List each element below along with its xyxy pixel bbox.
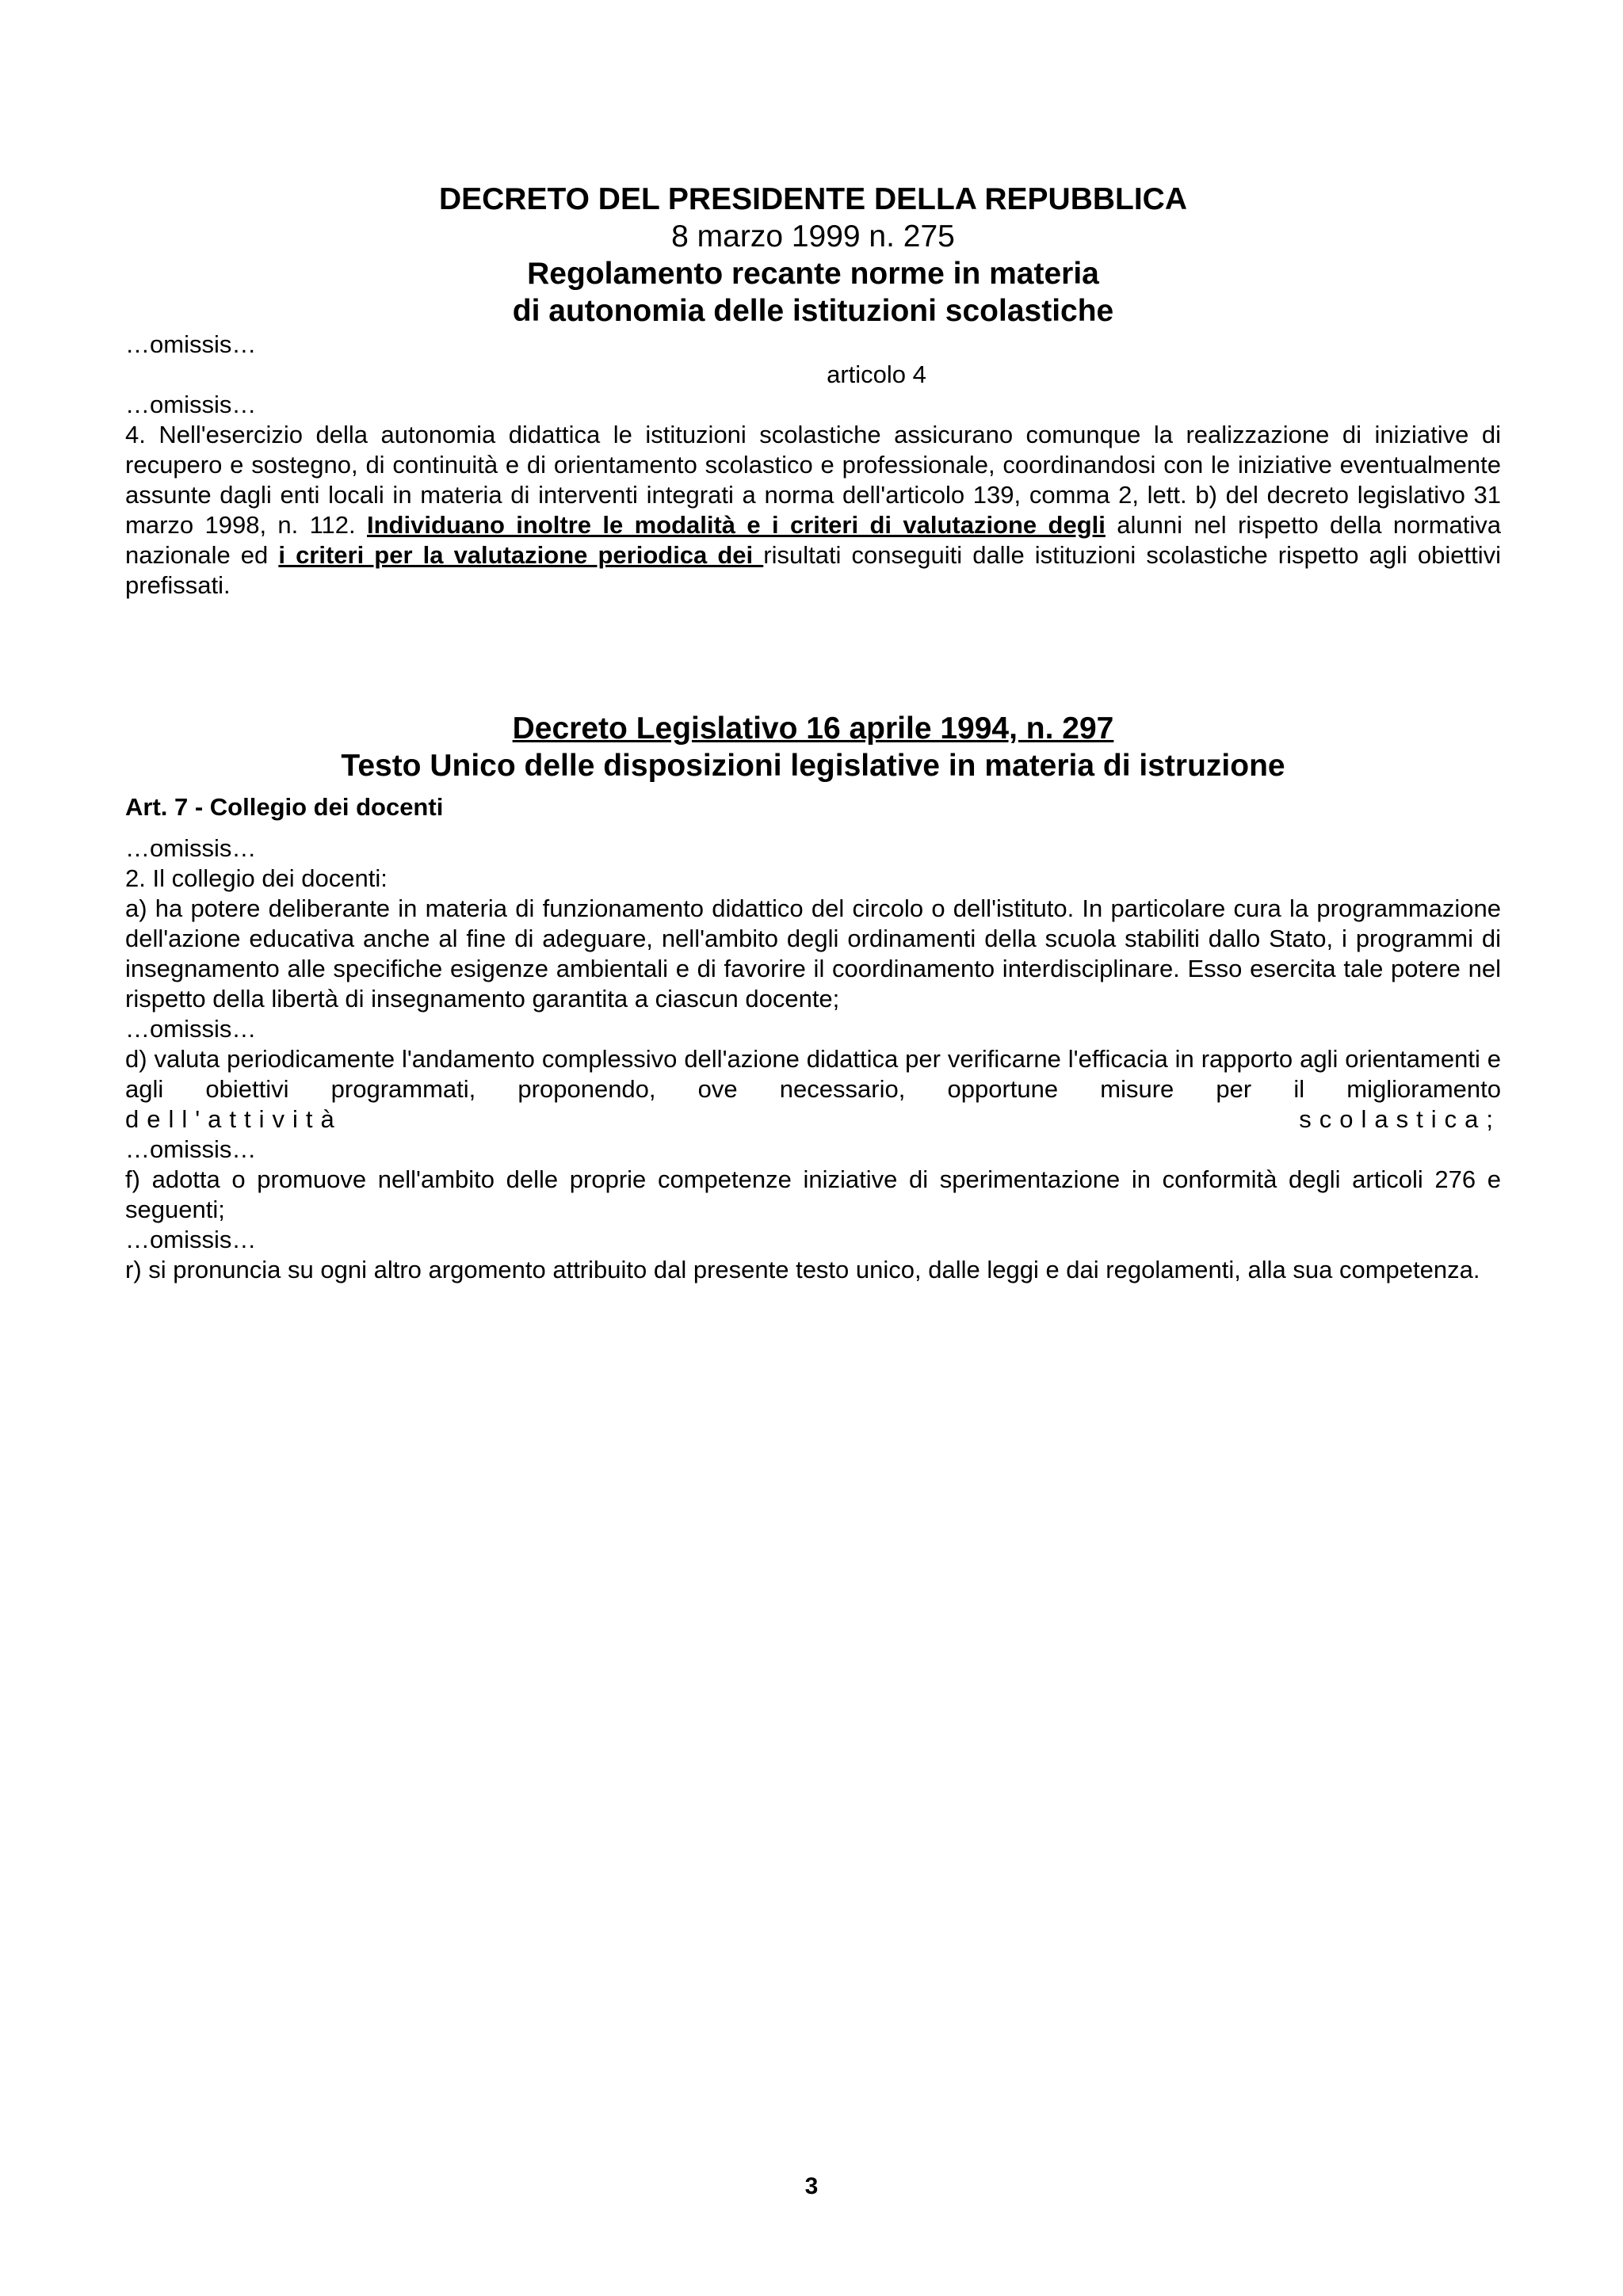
- item-d-last-left: dell'attività: [125, 1105, 342, 1133]
- article-4-paragraph: [125, 420, 1501, 601]
- item-a: a) ha potere deliberante in materia di funzionamento didattico del circolo o dell'istituto. In particolare cura la programmazione dell'azione educativa anche al fine di adeguare, nell'ambito degli ordinamenti della scuola stabiliti dallo Stato, i programmi di insegnamento alle specifiche esigenze ambientali e di favorire il coordinamento interdisciplinare. Esso esercita tale potere nel rispetto della libertà di insegnamento garantita a ciascun docente;: [125, 894, 1501, 1013]
- article-title: Art. 7 - Collegio dei docenti: [125, 793, 444, 821]
- item-d-last-right: scolastica;: [1299, 1105, 1501, 1133]
- paragraph-text: risultati conseguiti dalle istituzioni scolastiche rispetto agli obiettivi prefissati.: [125, 541, 1501, 599]
- omissis-text: …omissis…: [125, 330, 257, 358]
- dpr-date: 8 marzo 1999 n. 275: [671, 219, 955, 254]
- omissis-text: …omissis…: [125, 391, 257, 418]
- dpr-subtitle-line2: di autonomia delle istituzioni scolastiche: [512, 294, 1114, 328]
- item-d: d) valuta periodicamente l'andamento complessivo dell'azione didattica per verificarne l'efficacia in rapporto agli orientamenti e agli obiettivi programmati, proponendo, ove necessario, opportune misure per il miglioramento: [125, 1045, 1501, 1103]
- dpr-subtitle-line1: Regolamento recante norme in materia: [527, 257, 1099, 291]
- paragraph-emphasis: Individuano inoltre le modalità e i criteri di valutazione degli: [367, 511, 1106, 539]
- dlgs-section: [125, 710, 1501, 1285]
- item-f: f) adotta o promuove nell'ambito delle proprie competenze iniziative di sperimentazione in conformità degli articoli 276 e seguenti;: [125, 1165, 1501, 1223]
- omissis-text: …omissis…: [125, 1226, 257, 1253]
- item-2: 2. Il collegio dei docenti:: [125, 864, 388, 892]
- omissis-text: …omissis…: [125, 834, 257, 862]
- omissis-text: …omissis…: [125, 1015, 257, 1043]
- dpr-section: [125, 181, 1501, 601]
- dpr-title: DECRETO DEL PRESIDENTE DELLA REPUBBLICA: [438, 182, 1188, 216]
- dlgs-subtitle: Testo Unico delle disposizioni legislative in materia di istruzione: [341, 749, 1285, 783]
- item-r: r) si pronuncia su ogni altro argomento attribuito dal presente testo unico, dalle leggi e dai regolamenti, alla sua competenza.: [125, 1256, 1480, 1283]
- article-label: articolo 4: [827, 360, 926, 388]
- item-d-last-line: [125, 1104, 1501, 1135]
- paragraph-text: alunni nel rispetto della normativa nazionale ed: [125, 511, 1502, 569]
- dlgs-title: Decreto Legislativo 16 aprile 1994, n. 297: [512, 711, 1114, 746]
- page-number: 3: [804, 2173, 819, 2199]
- omissis-text: …omissis…: [125, 1135, 257, 1163]
- paragraph-emphasis: i criteri per la valutazione periodica dei: [278, 541, 764, 569]
- paragraph-text: 4. Nell'esercizio della autonomia didattica le istituzioni scolastiche assicurano comunque la realizzazione di iniziative di recupero e sostegno, di continuità e di orientamento scolastico e professionale, coordinandosi con le iniziative eventualmente assunte dagli enti locali in materia di interventi integrati a norma dell'articolo 139, comma 2, lett. b) del decreto legislativo 31 marzo 1998, n. 112.: [125, 421, 1501, 539]
